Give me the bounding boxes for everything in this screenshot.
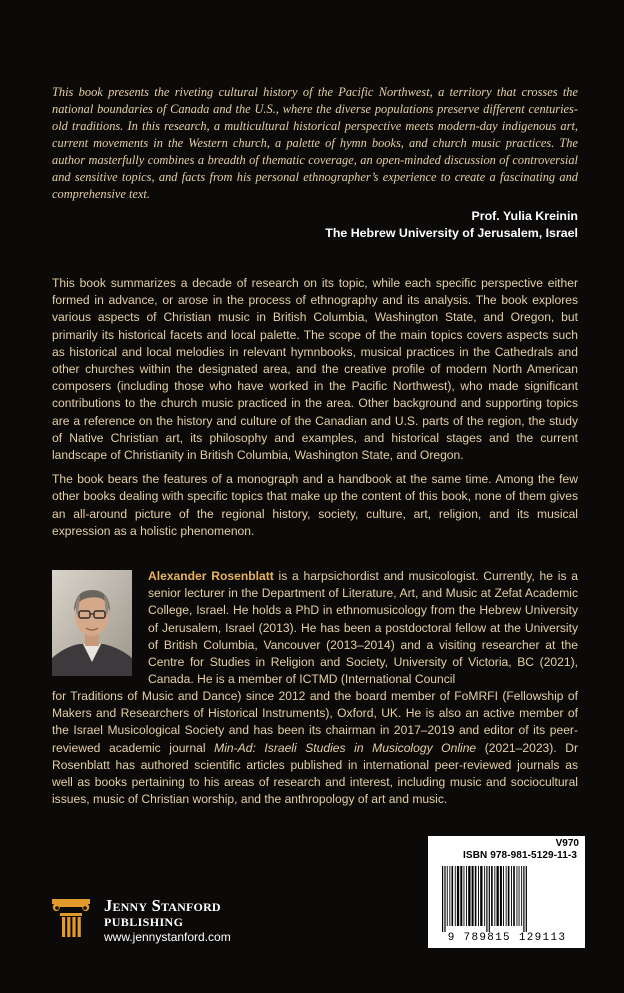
barcode-bar (464, 866, 465, 926)
publisher-imprint: PUBLISHING (104, 915, 184, 929)
book-summary (52, 275, 578, 547)
barcode-bar (521, 866, 522, 926)
barcode-bar (457, 866, 459, 926)
isbn-label: ISBN 978-981-5129-11-3 (463, 850, 577, 861)
author-name: Alexander Rosenblatt (148, 569, 274, 583)
review-quote: This book presents the riveting cultural history of the Pacific Northwest, a territory that crosses the national boundaries of Canada and the U.S., where the diverse populations preserve different centuries-old traditions. In this research, a multicultural historical perspective meets modern-day indigenous art, current movements in the Western church, a palette of hymn books, and church music practices. The author masterfully combines a breadth of thematic coverage, an open-minded discussion of controversial and sensitive topics, and facts from his personal ethnographer’s experience to create a fascinating and comprehensive text. (52, 85, 578, 201)
barcode-bars (440, 866, 580, 932)
journal-title: Min-Ad: Israeli Studies in Musicology Online (214, 740, 477, 755)
barcode-bar (460, 866, 462, 926)
barcode-bar (506, 866, 507, 926)
publisher-url[interactable]: www.jennystanford.com (104, 930, 231, 944)
publisher-block (50, 893, 270, 953)
author-bio-text-upper: is a harpsichordist and musicologist. Currently, he is a senior lecturer in the Department of Literature, Art, and Music at Zefat Academic College, Israel. He holds a PhD in ethnomusicology from the Hebrew University of Jerusalem, Israel (2013). He has been a postdoctoral fellow at the University of British Columbia, Vancouver (2013–2014) and a visiting researcher at the Centre for Studies in Religion and Society, University of Victoria, BC (2021), Canada. He is a member of ICTMD (International Council (148, 569, 579, 687)
barcode-bar (508, 866, 510, 926)
barcode-bar (503, 866, 504, 926)
barcode-bar (466, 866, 467, 926)
barcode-bar (449, 866, 450, 926)
barcode-bar (523, 866, 524, 932)
barcode-bar (489, 866, 490, 932)
barcode-bar (442, 866, 443, 932)
barcode-bar (526, 866, 527, 932)
barcode-bar (484, 866, 485, 926)
barcode-bar (480, 866, 482, 926)
barcode-box (428, 836, 585, 948)
barcode-bar (494, 866, 495, 926)
column-capital-icon (50, 895, 92, 939)
barcode-bar (491, 866, 493, 926)
barcode-bar (519, 866, 520, 926)
author-bio-intro (148, 568, 578, 688)
barcode-bar (513, 866, 515, 926)
barcode-bar (511, 866, 512, 926)
barcode-bar (472, 866, 474, 926)
barcode-bar (468, 866, 470, 926)
publisher-name: Jenny Stanford (104, 896, 221, 915)
barcode-bar (455, 866, 456, 926)
author-portrait-icon (52, 570, 132, 676)
barcode-digits: 9 789815 129113 (447, 932, 567, 944)
reviewer-affiliation: The Hebrew University of Jerusalem, Israel (325, 226, 578, 240)
summary-paragraph-2: The book bears the features of a monograph and a handbook at the same time. Among the few other books dealing with specific topics that make up the content of this book, none of them gives an all-around picture of the regional history, society, culture, art, religion, and its musical expression as a holistic phenomenon. (52, 472, 578, 538)
barcode-bar (486, 866, 487, 932)
author-bio-continued (52, 688, 578, 808)
barcode-bar (517, 866, 518, 926)
author-bio-text-lower-b: (2021–2023). Dr Rosenblatt has authored scientific articles published in international peer-reviewed journals as well as books pertaining to his areas of research and interest, including music and sociocultural issues, music of Christian worship, and the anthropology of art and music. (52, 740, 578, 807)
barcode-bar (497, 866, 499, 926)
barcode-bar (475, 866, 477, 926)
author-bio-text-lower-a: for Traditions of Music and Dance) since 2012 and the board member of FoMRFI (Fellowship of Makers and Researchers of Historical Instruments), Oxford, UK. He is also an active member of the Israel Musicological Society and has been its chairman in 2017–2019 and editor of its peer-reviewed academic journal (52, 689, 578, 755)
price-code: V970 (555, 838, 579, 849)
author-photo (52, 570, 132, 676)
barcode-bar (444, 866, 445, 932)
barcode-bar (447, 866, 448, 926)
barcode-bar (452, 866, 454, 926)
reviewer-name: Prof. Yulia Kreinin (471, 209, 578, 223)
summary-paragraph-1: This book summarizes a decade of research on its topic, while each specific perspective either formed in advance, or arose in the process of ethnography and its analysis. The book explores various aspects of Christian music in British Columbia, Washington State, and Oregon, but primarily its historical facets and local palette. The scope of the main topics covers aspects such as historical and local melodies in relevant hymnbooks, musical practices in the Cathedrals and other churches within the designated area, and the creative profile of modern North American composers (including those who have worked in the Pacific Northwest), who made significant contributions to the church music practiced in the area. Other background and supporting topics are a reference on the history and culture of the Canadian and U.S. parts of the region, the study of Native Christian art, its philosophy and examples, and historical stages and the current landscape of Christianity in British Columbia, Washington State, and Oregon. (52, 276, 578, 463)
barcode-bar (478, 866, 479, 926)
barcode-bar (500, 866, 502, 926)
